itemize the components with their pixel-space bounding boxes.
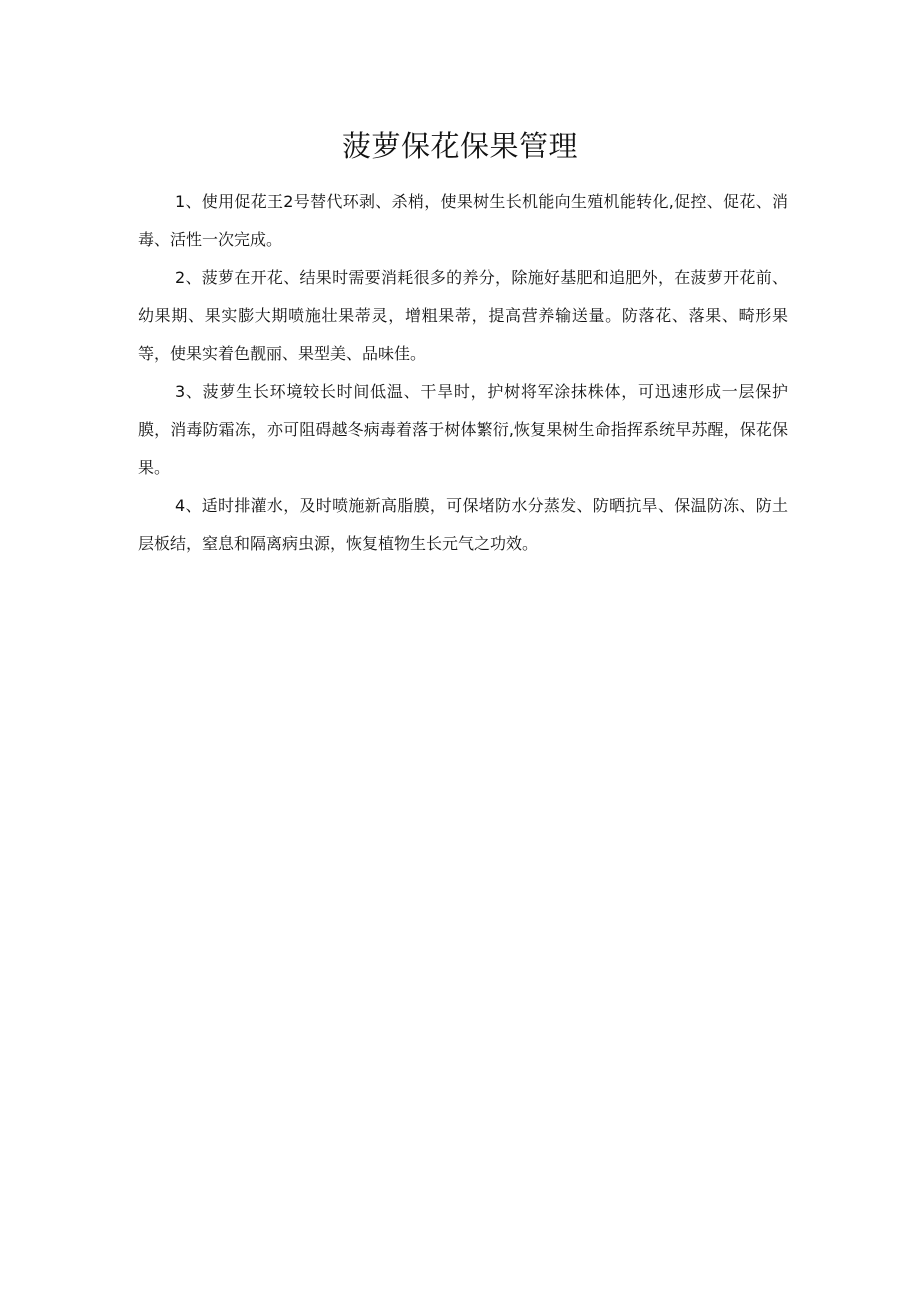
document-body (138, 183, 788, 563)
paragraph-3: 3、菠萝生长环境较长时间低温、干旱时，护树将军涂抹株体，可迅速形成一层保护膜，消毒防霜冻，亦可阻碍越冬病毒着落于树体繁衍,恢复果树生命指挥系统早苏醒，保花保果。 (138, 382, 788, 477)
paragraph-4: 4、适时排灌水，及时喷施新高脂膜，可保堵防水分蒸发、防晒抗旱、保温防冻、防土层板结，窒息和隔离病虫源，恢复植物生长元气之功效。 (138, 496, 788, 553)
paragraph-2: 2、菠萝在开花、结果时需要消耗很多的养分，除施好基肥和追肥外，在菠萝开花前、幼果期、果实膨大期喷施壮果蒂灵，增粗果蒂，提高营养输送量。防落花、落果、畸形果等，使果实着色靓丽、果型美、品味佳。 (138, 268, 788, 363)
paragraph-1: 1、使用促花王2号替代环剥、杀梢，使果树生长机能向生殖机能转化,促控、促花、消毒、活性一次完成。 (138, 192, 788, 249)
document-title: 菠萝保花保果管理 (341, 129, 578, 163)
